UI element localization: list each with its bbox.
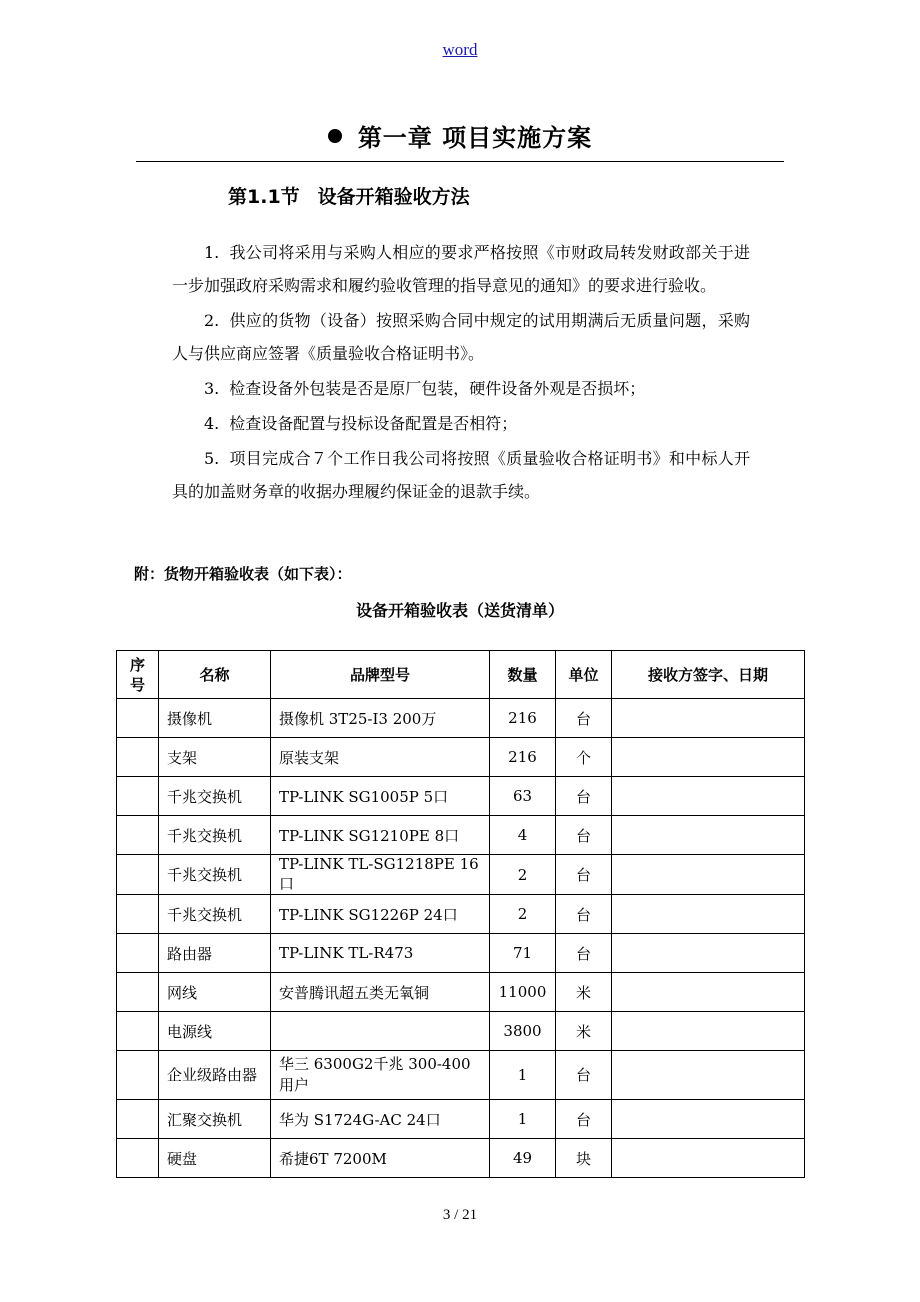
cell-qty: 2 [490,895,556,934]
section-heading [228,182,470,209]
cell-qty: 3800 [490,1012,556,1051]
cell-qty: 49 [490,1139,556,1178]
cell-name: 千兆交换机 [159,895,271,934]
cell-qty: 4 [490,816,556,855]
cell-model: 希捷6T 7200M [271,1139,490,1178]
cell-qty: 216 [490,699,556,738]
cell-unit: 个 [556,738,612,777]
cell-sign [612,777,805,816]
cell-qty: 2 [490,855,556,895]
cell-model: TP-LINK SG1226P 24口 [271,895,490,934]
cell-qty: 1 [490,1100,556,1139]
cell-qty: 63 [490,777,556,816]
table-row [117,1139,805,1178]
header-sign: 接收方签字、日期 [612,651,805,699]
cell-seq [117,855,159,895]
body-paragraphs [172,236,750,510]
cell-unit: 台 [556,816,612,855]
paragraph-1: 1. 我公司将采用与采购人相应的要求严格按照《市财政局转发财政部关于进一步加强政府采购需求和履约验收管理的指导意见的通知》的要求进行验收。 [172,243,750,295]
header-model: 品牌型号 [271,651,490,699]
page-indicator: 3 / 21 [442,1207,478,1223]
table-row [117,1100,805,1139]
table-row [117,895,805,934]
cell-sign [612,1100,805,1139]
cell-name: 路由器 [159,934,271,973]
table-row [117,1051,805,1100]
table-title: 设备开箱验收表（送货清单） [355,601,564,620]
bullet-icon [328,129,342,143]
cell-sign [612,855,805,895]
cell-sign [612,973,805,1012]
chapter-heading [0,118,920,153]
header-seq: 序号 [117,651,159,699]
cell-model [271,1012,490,1051]
table-row [117,855,805,895]
cell-model: TP-LINK TL-SG1218PE 16口 [271,855,490,895]
cell-unit: 台 [556,699,612,738]
cell-model: 华为 S1724G-AC 24口 [271,1100,490,1139]
cell-name: 千兆交换机 [159,855,271,895]
header-qty: 数量 [490,651,556,699]
cell-seq [117,777,159,816]
cell-model: 华三 6300G2千兆 300-400用户 [271,1051,490,1100]
cell-seq [117,895,159,934]
paragraph-4: 4. 检查设备配置与投标设备配置是否相符； [204,414,518,433]
cell-sign [612,699,805,738]
cell-sign [612,1012,805,1051]
section-title: 设备开箱验收方法 [317,186,470,208]
cell-name: 汇聚交换机 [159,1100,271,1139]
cell-seq [117,738,159,777]
header-unit: 单位 [556,651,612,699]
cell-sign [612,1051,805,1100]
section-number: 第1.1节 [228,186,300,208]
cell-unit: 台 [556,1051,612,1100]
cell-name: 摄像机 [159,699,271,738]
acceptance-table [116,650,805,1178]
cell-name: 硬盘 [159,1139,271,1178]
chapter-title: 第一章 项目实施方案 [357,124,593,152]
cell-sign [612,1139,805,1178]
cell-unit: 台 [556,855,612,895]
cell-model: TP-LINK SG1210PE 8口 [271,816,490,855]
cell-model: 安普腾讯超五类无氧铜 [271,973,490,1012]
cell-unit: 台 [556,777,612,816]
cell-sign [612,816,805,855]
table-row [117,1012,805,1051]
cell-seq [117,699,159,738]
cell-name: 企业级路由器 [159,1051,271,1100]
cell-model: TP-LINK SG1005P 5口 [271,777,490,816]
cell-seq [117,1012,159,1051]
cell-name: 电源线 [159,1012,271,1051]
cell-seq [117,1100,159,1139]
table-row [117,934,805,973]
cell-unit: 米 [556,1012,612,1051]
cell-model: 摄像机 3T25-I3 200万 [271,699,490,738]
cell-unit: 台 [556,895,612,934]
paragraph-2: 2. 供应的货物（设备）按照采购合同中规定的试用期满后无质量问题，采购人与供应商应签署《质量验收合格证明书》。 [172,311,750,363]
paragraph-5: 5. 项目完成合７个工作日我公司将按照《质量验收合格证明书》和中标人开具的加盖财务章的收据办理履约保证金的退款手续。 [172,449,750,501]
cell-seq [117,1139,159,1178]
paragraph-3: 3. 检查设备外包装是否是原厂包装，硬件设备外观是否损坏； [204,379,646,398]
cell-name: 支架 [159,738,271,777]
cell-qty: 216 [490,738,556,777]
cell-unit: 台 [556,1100,612,1139]
table-row [117,738,805,777]
table-row [117,816,805,855]
cell-qty: 71 [490,934,556,973]
cell-unit: 米 [556,973,612,1012]
table-header-row [117,651,805,699]
cell-name: 千兆交换机 [159,777,271,816]
header-name: 名称 [159,651,271,699]
table-row [117,973,805,1012]
cell-sign [612,934,805,973]
cell-qty: 1 [490,1051,556,1100]
table-row [117,777,805,816]
cell-sign [612,895,805,934]
cell-model: 原装支架 [271,738,490,777]
cell-name: 千兆交换机 [159,816,271,855]
heading-divider [136,161,784,162]
appendix-label: 附：货物开箱验收表（如下表）： [134,565,352,583]
cell-qty: 11000 [490,973,556,1012]
cell-model: TP-LINK TL-R473 [271,934,490,973]
cell-seq [117,1051,159,1100]
cell-seq [117,934,159,973]
cell-sign [612,738,805,777]
cell-unit: 台 [556,934,612,973]
cell-seq [117,973,159,1012]
cell-seq [117,816,159,855]
table-row [117,699,805,738]
header-word-link[interactable]: word [442,40,478,59]
cell-unit: 块 [556,1139,612,1178]
cell-name: 网线 [159,973,271,1012]
